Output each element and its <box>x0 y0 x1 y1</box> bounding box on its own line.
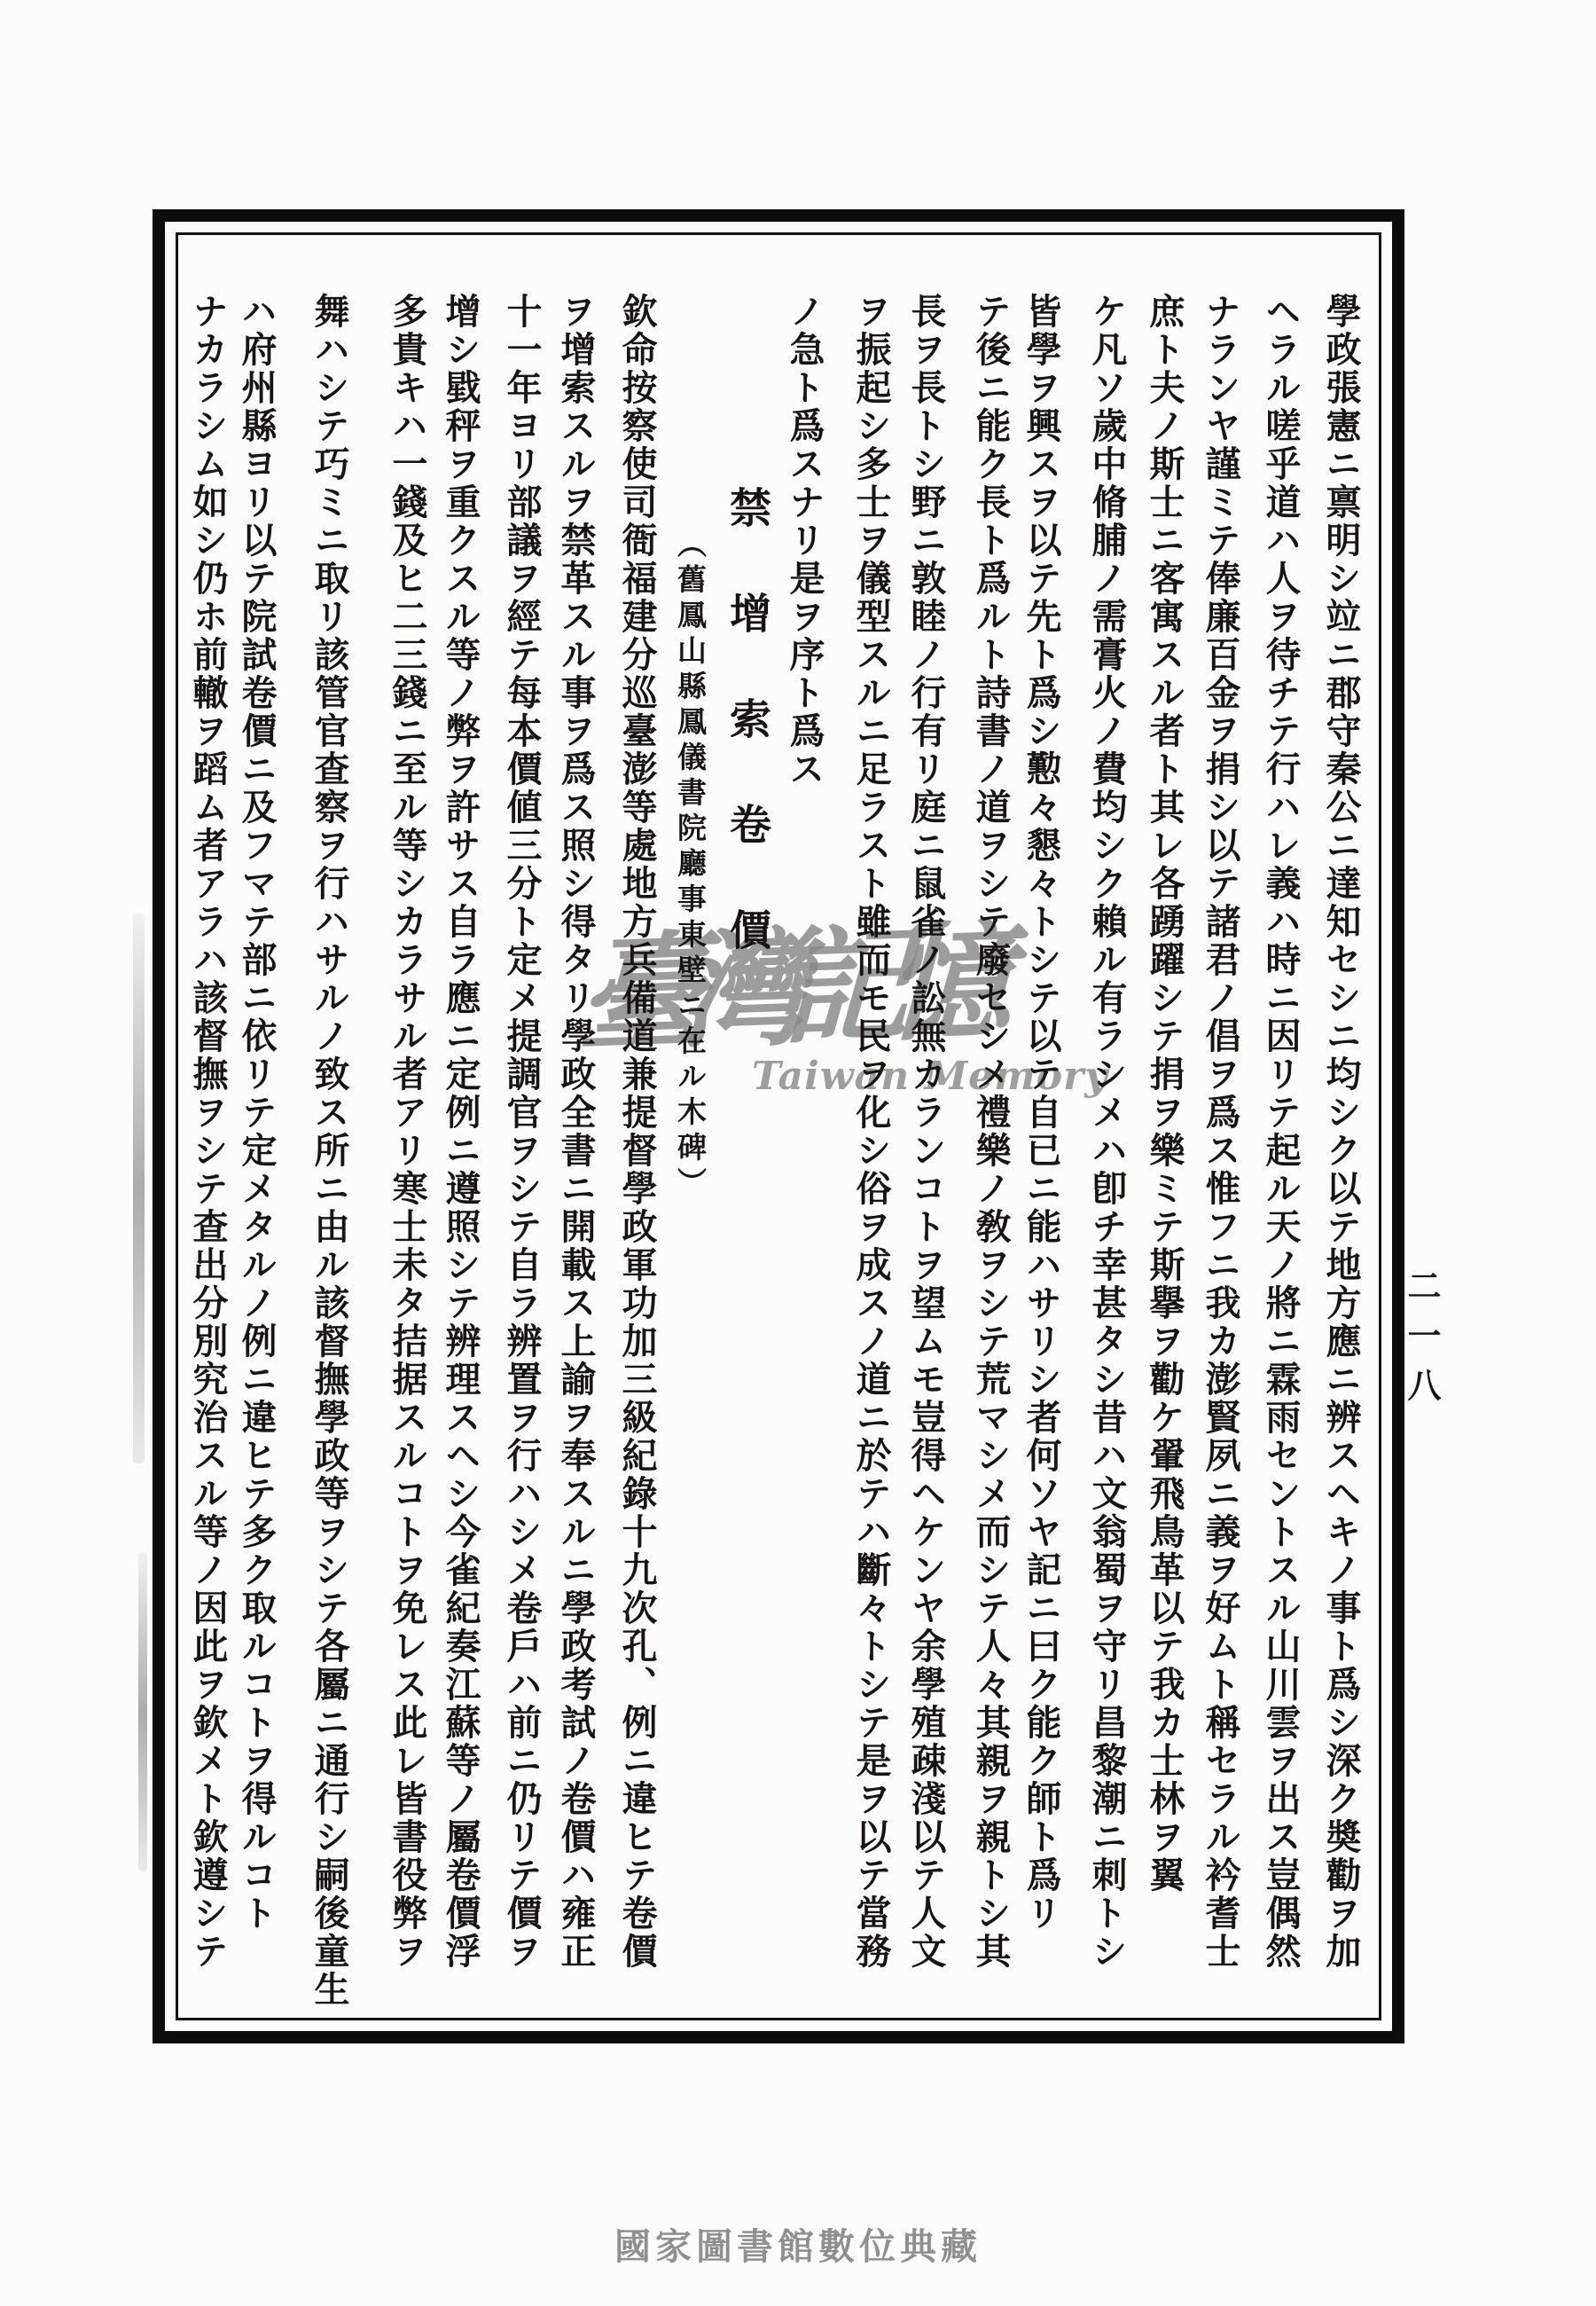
text-column: 舞ハシテ巧ミニ取リ該管官查察ヲ行ハサルノ致ス所ニ由ル該督撫學政等ヲシテ各屬ニ通行シ嗣後童生 <box>309 293 350 2009</box>
text-column: 十一年ヨリ部議ヲ經テ每本價値三分ト定メ提調官ヲシテ自ラ辨置ヲ行ハシメ卷戶ハ前ニ仍リテ價ヲ <box>501 293 543 1971</box>
page-number: 二一八 <box>1402 1268 1442 1417</box>
library-footer: 國家圖書館數位典藏 <box>614 2225 982 2268</box>
text-column: テ後ニ能ク長ト爲ルト詩書ノ道ヲシテ廢セシメ禮樂ノ敎ヲシテ荒マシメ而シテ人々其親ヲ親トシ其 <box>970 293 1012 1971</box>
text-column: ヲ增索スルヲ禁革スル事ヲ爲ス照シ得タリ學政全書ニ開載ス上諭ヲ奉スルニ學政考試ノ卷價ハ雍正 <box>555 293 597 1971</box>
text-column: ナランヤ謹ミテ俸廉百金ヲ捐シ以テ諸君ノ倡ヲ爲ス惟フニ我カ澎賢夙ニ義ヲ好ムト稱セラル衿耆士 <box>1200 293 1241 1971</box>
text-column: ヲ振起シ多士ヲ儀型スルニ足ラスト雖而モ民ヲ化シ俗ヲ成スノ道ニ於テハ斷々トシテ是ヲ以テ當務 <box>850 293 892 1971</box>
text-column: 增シ戥秤ヲ重クスル等ノ弊ヲ許サス自ラ應ニ定例ニ遵照シテ辨理スヘシ今雀紀奏江蘇等ノ屬卷價浮 <box>440 293 481 1971</box>
scan-artifact <box>138 1552 147 1871</box>
watermark-taiwan-memory: 臺灣記憶 <box>575 907 992 1071</box>
text-column: 多貴キハ一錢及ヒ二三錢ニ至ル等シカラサル者アリ寒士未タ拮据スルコトヲ免レス此レ皆書役弊ヲ <box>387 293 428 1971</box>
text-column: ケ凡ソ歲中脩脯ノ需膏火ノ費均シク賴ル有ラシメハ卽チ幸甚タシ昔ハ文翁蜀ヲ守リ昌黎潮ニ刺トシ <box>1086 293 1128 1971</box>
text-column: 欽命按察使司衙福建分巡臺澎等處地方兵備道兼提督學政軍功加三級紀錄十九次孔、例ニ違ヒテ卷價 <box>616 293 658 1971</box>
text-column: ハ府州縣ヨリ以テ院試卷價ニ及フマテ部ニ依リテ定メタルノ例ニ違ヒテ多ク取ルコトヲ得ルコト <box>236 293 278 1933</box>
text-column: 長ヲ長トシ野ニ敦睦ノ行有リ庭ニ鼠雀ノ訟無カランコトヲ望ムモ豈得ヘケンヤ余學殖疎淺以テ人文 <box>905 293 947 1971</box>
scan-artifact <box>133 914 145 1463</box>
watermark-taiwan-memory-latin: Taiwan Memory <box>752 1054 1108 1099</box>
text-column: ヘラル嗟乎道ハ人ヲ待チテ行ハレ義ハ時ニ因リテ起ル天ノ將ニ霖雨セントスル山川雲ヲ出ス豈偶然 <box>1260 293 1302 1971</box>
section-note: （舊鳳山縣鳳儀書院廳事東壁ニ在ル木碑） <box>673 529 708 1203</box>
text-column: 皆學ヲ興スヲ以テ先ト爲シ懃々懇々トシテ以テ自已ニ能ハサリシ者何ソヤ記ニ曰ク能ク師ト爲リ <box>1021 293 1062 1933</box>
text-column: 學政張憲ニ禀明シ竝ニ郡守秦公ニ達知セシニ均シク以テ地方應ニ辨スヘキノ事ト爲シ深ク奬勸ヲ加 <box>1320 293 1362 1971</box>
text-column: ノ急ト爲スナリ是ヲ序ト爲ス <box>784 293 825 788</box>
text-column: 庶ト夫ノ斯士ニ客寓スル者ト其レ各踴躍シテ捐ヲ樂ミテ斯擧ヲ勸ケ翬飛鳥革以テ我カ士林ヲ翼 <box>1144 293 1185 1894</box>
section-title: 禁增索卷價 <box>723 486 771 1014</box>
text-column: ナカラシム如シ仍ホ前轍ヲ蹈ム者アラハ該督撫ヲシテ查出分別究治スル等ノ因此ヲ欽メト欽遵シテ <box>187 293 229 1971</box>
